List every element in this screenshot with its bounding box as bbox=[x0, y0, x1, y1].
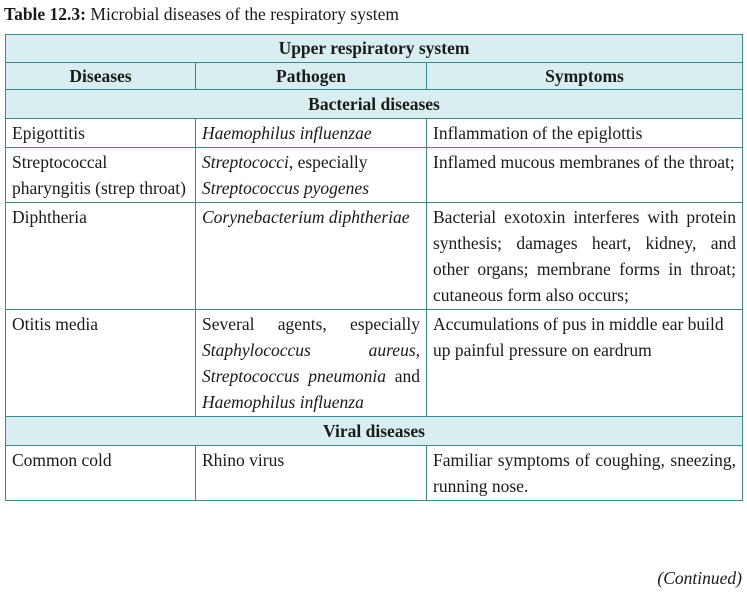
disease-cell: Otitis media bbox=[6, 310, 196, 417]
pathogen-text: Corynebacterium diphtheriae bbox=[202, 207, 410, 227]
pathogen-text: , especially bbox=[288, 152, 368, 172]
table-row bbox=[6, 203, 743, 310]
table-row bbox=[6, 119, 743, 148]
pathogen-text: Streptococcus pyogenes bbox=[202, 178, 370, 198]
pathogen-text: Several agents, especially bbox=[202, 314, 420, 334]
table-row bbox=[6, 310, 743, 417]
table-caption bbox=[4, 3, 399, 25]
group-title-bacterial: Bacterial diseases bbox=[6, 90, 743, 119]
pathogen-cell bbox=[196, 119, 427, 148]
disease-cell: Common cold bbox=[6, 446, 196, 501]
pathogen-text: and bbox=[386, 366, 420, 386]
pathogen-text: Rhino virus bbox=[202, 450, 285, 470]
symptoms-cell: Inflamed mucous membranes of the throat; bbox=[427, 148, 743, 203]
header-pathogen: Pathogen bbox=[196, 63, 427, 90]
group-title-viral: Viral diseases bbox=[6, 417, 743, 446]
symptoms-cell: Inflammation of the epiglottis bbox=[427, 119, 743, 148]
pathogen-cell bbox=[196, 310, 427, 417]
pathogen-text: Staphylococcus aureus, Streptococcus pneumonia bbox=[202, 340, 420, 386]
pathogen-text: Haemophilus influenza bbox=[202, 392, 364, 412]
group-title-row bbox=[6, 417, 743, 446]
pathogen-cell bbox=[196, 203, 427, 310]
disease-cell: Diphtheria bbox=[6, 203, 196, 310]
pathogen-text: Haemophilus influenzae bbox=[202, 123, 372, 143]
section-title: Upper respiratory system bbox=[6, 35, 743, 63]
header-diseases: Diseases bbox=[6, 63, 196, 90]
symptoms-cell: Familiar symptoms of coughing, sneezing, running nose. bbox=[427, 446, 743, 501]
continued-note: (Continued) bbox=[657, 568, 742, 588]
symptoms-cell: Accumulations of pus in middle ear build up painful pressure on eardrum bbox=[427, 310, 743, 417]
group-title-row bbox=[6, 90, 743, 119]
disease-cell: Streptococcal pharyngitis (strep throat) bbox=[6, 148, 196, 203]
caption-title: Microbial diseases of the respiratory system bbox=[90, 4, 399, 24]
pathogen-cell bbox=[196, 148, 427, 203]
disease-cell: Epigottitis bbox=[6, 119, 196, 148]
table-row bbox=[6, 148, 743, 203]
respiratory-diseases-table bbox=[5, 34, 743, 501]
section-title-row bbox=[6, 35, 743, 63]
caption-label: Table 12.3: bbox=[4, 4, 87, 24]
header-symptoms: Symptoms bbox=[427, 63, 743, 90]
header-row bbox=[6, 63, 743, 90]
pathogen-cell bbox=[196, 446, 427, 501]
pathogen-text: Streptococci bbox=[202, 152, 289, 172]
table-row bbox=[6, 446, 743, 501]
symptoms-cell: Bacterial exotoxin interferes with protein synthesis; damages heart, kidney, and other organs; membrane forms in throat; cutaneous form also occurs; bbox=[427, 203, 743, 310]
